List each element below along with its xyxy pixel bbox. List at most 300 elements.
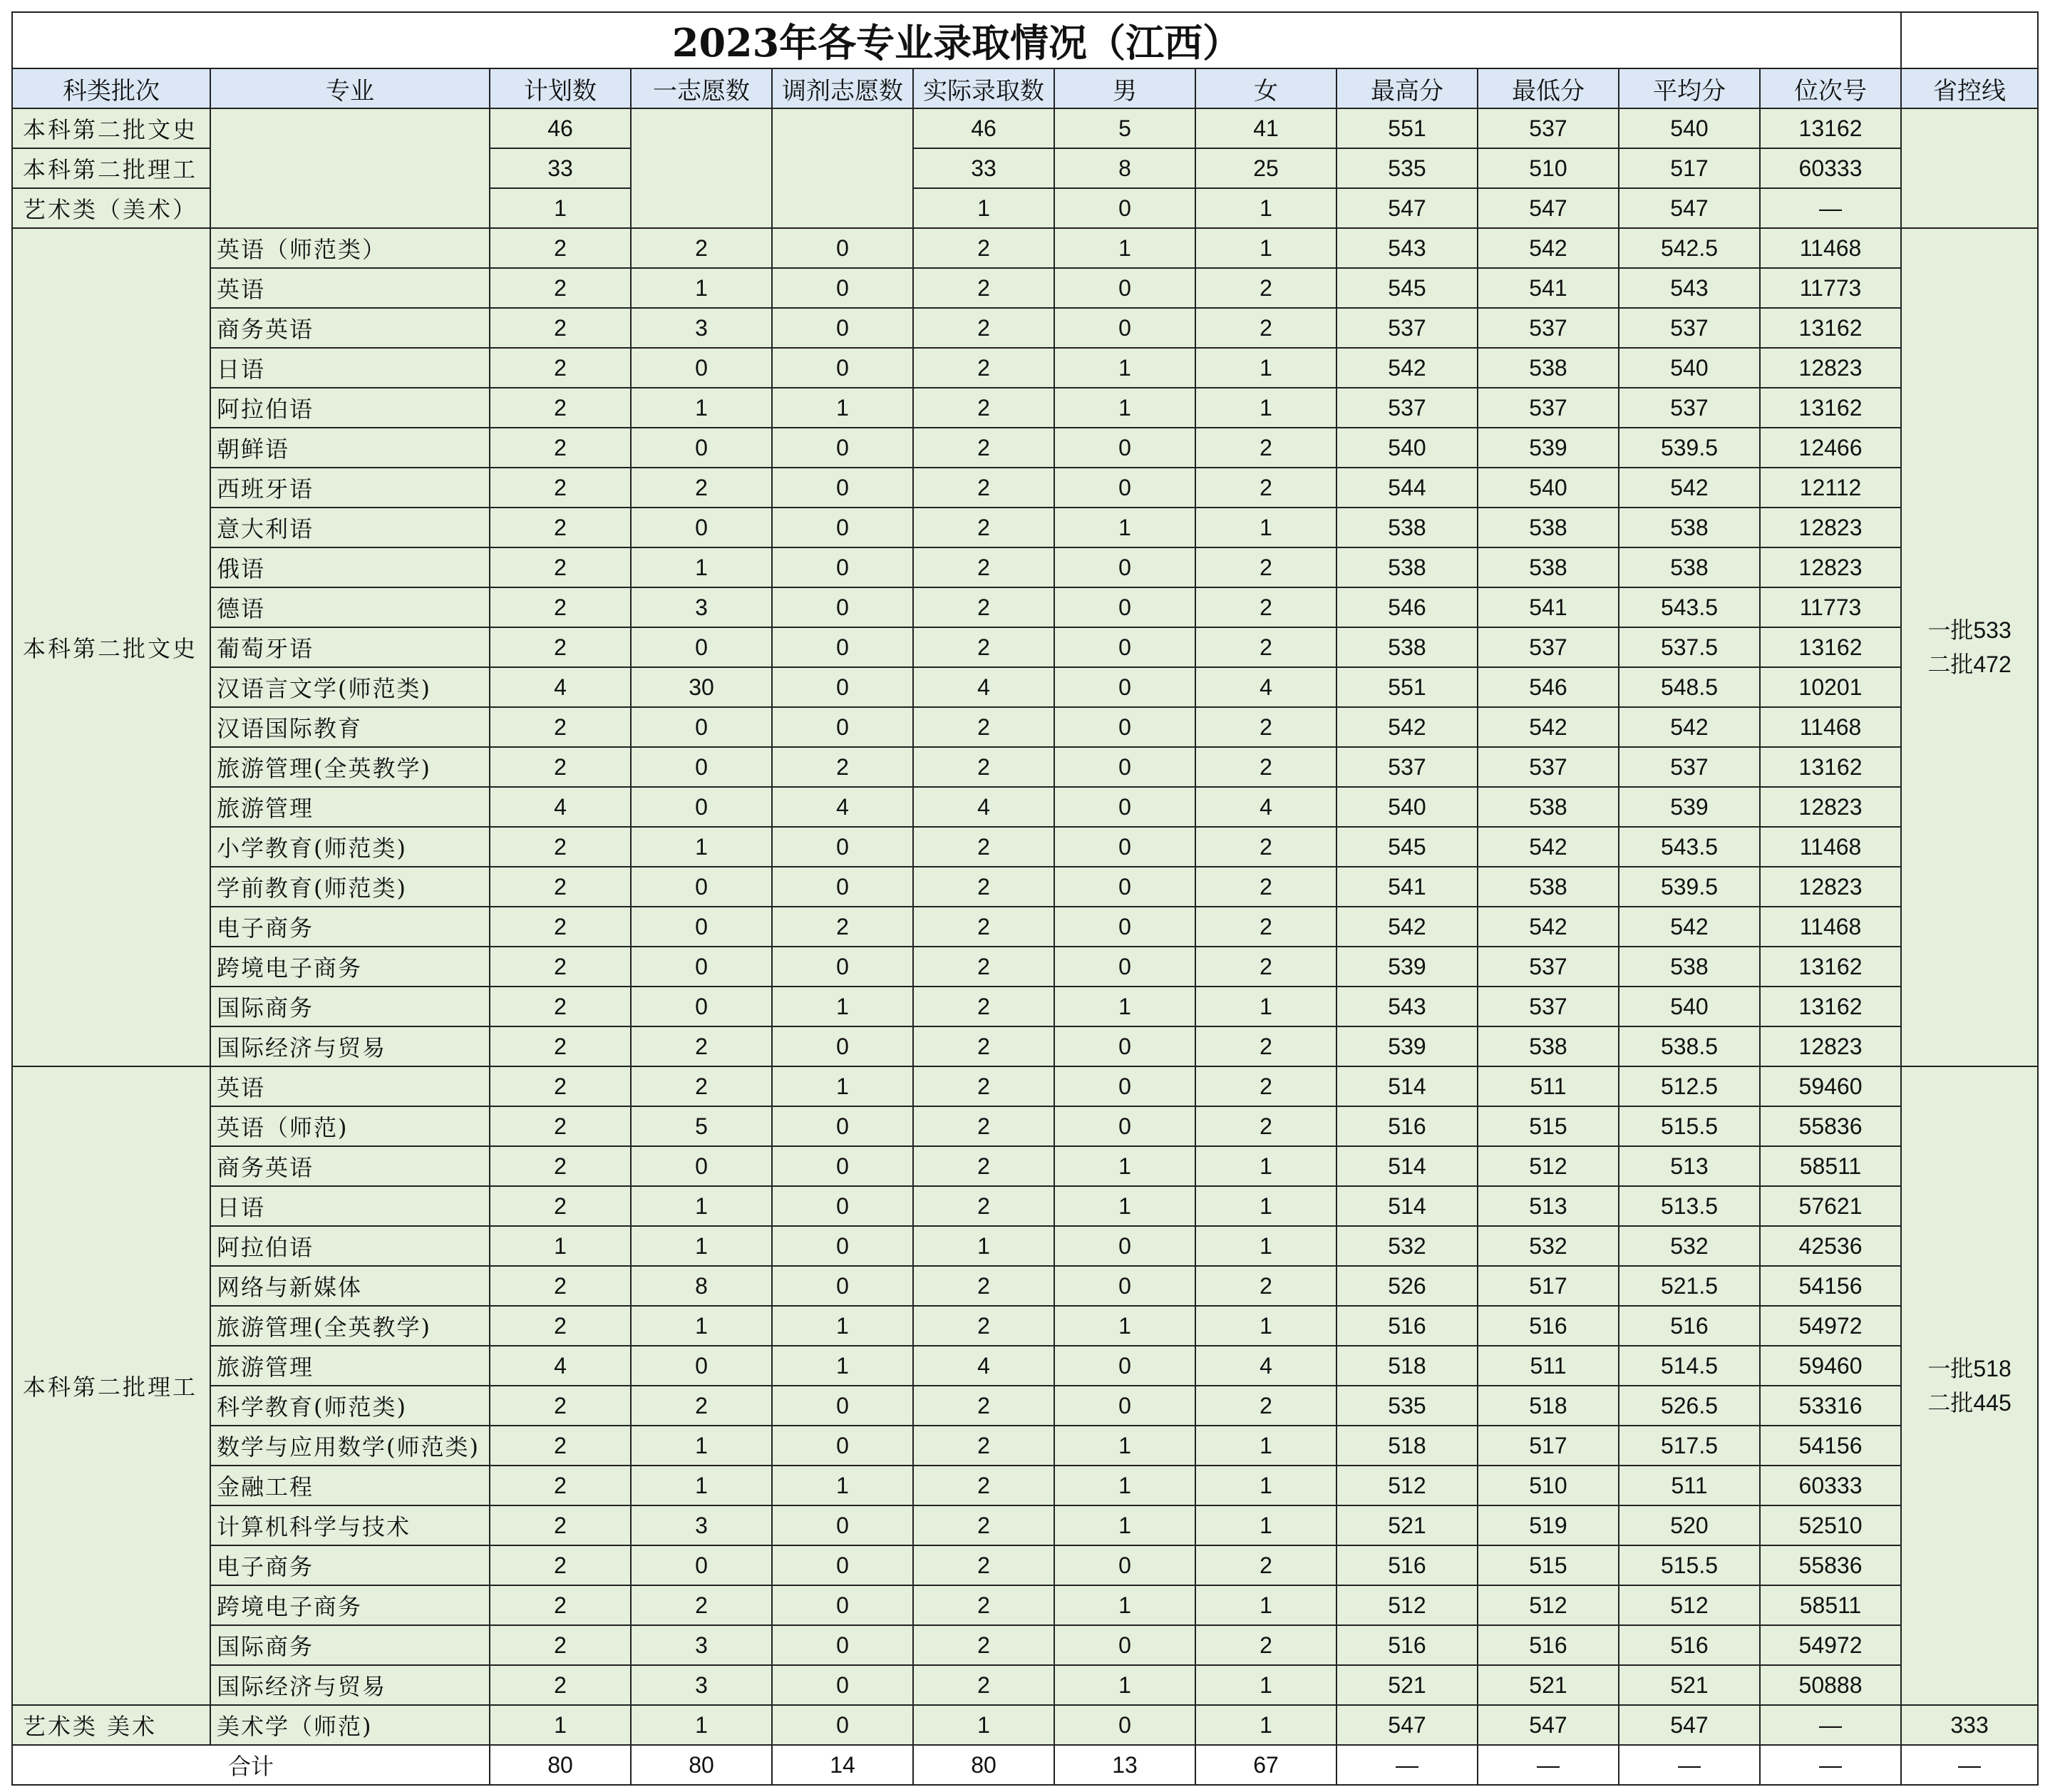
value-cell: 1	[1195, 1585, 1336, 1625]
value-cell: 12823	[1760, 547, 1901, 587]
value-cell: 0	[631, 987, 772, 1026]
major-cell: 旅游管理	[210, 1346, 490, 1386]
value-cell: 0	[631, 867, 772, 907]
value-cell: 1	[1195, 987, 1336, 1026]
value-cell: 0	[1054, 428, 1195, 468]
value-cell: 1	[1195, 1226, 1336, 1266]
total-cell: 14	[772, 1745, 913, 1785]
value-cell: 0	[772, 1226, 913, 1266]
value-cell: 2	[913, 747, 1054, 787]
value-cell: 2	[1195, 1026, 1336, 1066]
major-cell: 跨境电子商务	[210, 947, 490, 987]
value-cell: 514	[1336, 1146, 1478, 1186]
value-cell: 0	[1054, 1386, 1195, 1426]
plan-cell: 1	[490, 188, 631, 228]
column-header: 计划数	[490, 68, 631, 108]
value-cell: 12823	[1760, 867, 1901, 907]
table-row	[12, 1146, 2038, 1186]
value-cell: 542	[1478, 827, 1619, 867]
value-cell: 0	[631, 348, 772, 388]
value-cell: 541	[1478, 587, 1619, 627]
value-cell: 0	[631, 627, 772, 667]
value-cell: 0	[772, 947, 913, 987]
value-cell: 2	[913, 1186, 1054, 1226]
value-cell: 1	[772, 388, 913, 428]
value-cell: 2	[913, 1106, 1054, 1146]
table-row	[12, 1585, 2038, 1625]
value-cell: 518	[1336, 1346, 1478, 1386]
value-cell: 0	[631, 747, 772, 787]
table-row	[12, 827, 2038, 867]
male-cell: 5	[1054, 108, 1195, 148]
value-cell: 0	[772, 1386, 913, 1426]
value-cell: 2	[631, 1026, 772, 1066]
value-cell: 2	[913, 707, 1054, 747]
value-cell: 516	[1478, 1306, 1619, 1346]
actual-cell: 46	[913, 108, 1054, 148]
total-cell: 67	[1195, 1745, 1336, 1785]
value-cell: 1	[1195, 1426, 1336, 1466]
male-cell: 8	[1054, 148, 1195, 188]
value-cell: 0	[772, 707, 913, 747]
value-cell: 542	[1478, 907, 1619, 947]
value-cell: 516	[1478, 1625, 1619, 1665]
value-cell: 532	[1478, 1226, 1619, 1266]
value-cell: 2	[1195, 867, 1336, 907]
value-cell: 2	[913, 388, 1054, 428]
value-cell: 4	[913, 787, 1054, 827]
value-cell: 547	[1336, 1705, 1478, 1745]
value-cell: 0	[1054, 627, 1195, 667]
value-cell: 2	[1195, 587, 1336, 627]
value-cell: 12823	[1760, 348, 1901, 388]
value-cell: 58511	[1760, 1585, 1901, 1625]
value-cell: 2	[913, 627, 1054, 667]
value-cell: 0	[631, 947, 772, 987]
total-cell: —	[1901, 1745, 2038, 1785]
value-cell: 538	[1336, 508, 1478, 547]
value-cell: 537	[1478, 627, 1619, 667]
value-cell: 546	[1478, 667, 1619, 707]
value-cell: 0	[772, 1266, 913, 1306]
value-cell: 1	[772, 1346, 913, 1386]
value-cell: 0	[772, 1505, 913, 1545]
value-cell: 2	[913, 1026, 1054, 1066]
value-cell: 0	[1054, 1705, 1195, 1745]
value-cell: 2	[1195, 547, 1336, 587]
value-cell: 2	[1195, 1545, 1336, 1585]
value-cell: 2	[490, 1266, 631, 1306]
value-cell: 516	[1336, 1625, 1478, 1665]
value-cell: 0	[772, 1625, 913, 1665]
column-header: 专业	[210, 68, 490, 108]
value-cell: 542	[1619, 468, 1760, 508]
value-cell: 540	[1478, 468, 1619, 508]
major-cell: 旅游管理	[210, 787, 490, 827]
column-header: 最低分	[1478, 68, 1619, 108]
value-cell: 0	[1054, 907, 1195, 947]
value-cell: 0	[631, 428, 772, 468]
category-cell: 本科第二批理工	[12, 1066, 210, 1705]
value-cell: 2	[1195, 1106, 1336, 1146]
value-cell: 11468	[1760, 228, 1901, 268]
major-cell: 英语	[210, 1066, 490, 1106]
value-cell: 2	[1195, 627, 1336, 667]
avg-cell: 547	[1619, 188, 1760, 228]
value-cell: 2	[490, 468, 631, 508]
plan-cell: 33	[490, 148, 631, 188]
value-cell: 515	[1478, 1106, 1619, 1146]
value-cell: 537	[1478, 308, 1619, 348]
value-cell: 1	[1195, 388, 1336, 428]
value-cell: 1	[1054, 1146, 1195, 1186]
value-cell: 2	[490, 388, 631, 428]
value-cell: 543	[1336, 228, 1478, 268]
value-cell: 546	[1336, 587, 1478, 627]
value-cell: 0	[772, 1146, 913, 1186]
table-row	[12, 907, 2038, 947]
value-cell: 532	[1619, 1226, 1760, 1266]
value-cell: 2	[913, 1545, 1054, 1585]
control-line-cell: 一批518 二批445	[1901, 1066, 2038, 1705]
table-row	[12, 468, 2038, 508]
value-cell: 1	[1054, 1306, 1195, 1346]
major-cell: 汉语言文学(师范类)	[210, 667, 490, 707]
major-cell: 学前教育(师范类)	[210, 867, 490, 907]
value-cell: 2	[1195, 947, 1336, 987]
value-cell: 59460	[1760, 1066, 1901, 1106]
value-cell: 2	[490, 1585, 631, 1625]
total-cell: —	[1760, 1745, 1901, 1785]
value-cell: 543	[1336, 987, 1478, 1026]
min-cell: 510	[1478, 148, 1619, 188]
major-cell: 葡萄牙语	[210, 627, 490, 667]
male-cell: 0	[1054, 188, 1195, 228]
value-cell: 4	[772, 787, 913, 827]
value-cell: 547	[1478, 1705, 1619, 1745]
value-cell: 0	[772, 508, 913, 547]
value-cell: 2	[490, 1106, 631, 1146]
value-cell: 518	[1478, 1386, 1619, 1426]
value-cell: 2	[913, 468, 1054, 508]
value-cell: 1	[1195, 1705, 1336, 1745]
value-cell: 2	[913, 907, 1054, 947]
value-cell: 2	[913, 268, 1054, 308]
value-cell: 2	[490, 268, 631, 308]
value-cell: 542	[1336, 348, 1478, 388]
value-cell: 1	[1054, 1466, 1195, 1505]
value-cell: 0	[1054, 268, 1195, 308]
table-row	[12, 1426, 2038, 1466]
value-cell: 0	[772, 867, 913, 907]
value-cell: 3	[631, 587, 772, 627]
value-cell: 1	[631, 1186, 772, 1226]
value-cell: 2	[913, 827, 1054, 867]
rank-cell: 13162	[1760, 108, 1901, 148]
table-row	[12, 987, 2038, 1026]
value-cell: 1	[913, 1705, 1054, 1745]
table-row	[12, 667, 2038, 707]
value-cell: 2	[631, 228, 772, 268]
major-cell: 旅游管理(全英教学)	[210, 1306, 490, 1346]
value-cell: 542.5	[1619, 228, 1760, 268]
value-cell: 516	[1619, 1306, 1760, 1346]
value-cell: 518	[1336, 1426, 1478, 1466]
header-row	[12, 68, 2038, 108]
value-cell: 2	[631, 1066, 772, 1106]
total-cell: 80	[913, 1745, 1054, 1785]
table-row	[12, 508, 2038, 547]
value-cell: 11468	[1760, 707, 1901, 747]
value-cell: 538	[1336, 627, 1478, 667]
value-cell: 514	[1336, 1186, 1478, 1226]
value-cell: 0	[772, 308, 913, 348]
value-cell: 542	[1336, 907, 1478, 947]
value-cell: 2	[913, 1266, 1054, 1306]
major-cell: 朝鲜语	[210, 428, 490, 468]
value-cell: 1	[631, 268, 772, 308]
value-cell: 521	[1619, 1665, 1760, 1705]
table-row	[12, 1306, 2038, 1346]
value-cell: 2	[913, 1665, 1054, 1705]
value-cell: 1	[490, 1705, 631, 1745]
value-cell: 2	[913, 987, 1054, 1026]
major-cell: 国际经济与贸易	[210, 1665, 490, 1705]
value-cell: 2	[490, 308, 631, 348]
value-cell: 55836	[1760, 1106, 1901, 1146]
table-row	[12, 1346, 2038, 1386]
value-cell: 0	[1054, 547, 1195, 587]
value-cell: 0	[1054, 1545, 1195, 1585]
value-cell: 4	[1195, 1346, 1336, 1386]
value-cell: 58511	[1760, 1146, 1901, 1186]
value-cell: 11468	[1760, 827, 1901, 867]
table-row	[12, 867, 2038, 907]
major-cell: 日语	[210, 1186, 490, 1226]
value-cell: 2	[1195, 428, 1336, 468]
value-cell: 545	[1336, 268, 1478, 308]
rank-cell: 60333	[1760, 148, 1901, 188]
value-cell: 11468	[1760, 907, 1901, 947]
value-cell: 543.5	[1619, 827, 1760, 867]
value-cell: 1	[1054, 508, 1195, 547]
plan-cell: 46	[490, 108, 631, 148]
major-cell: 金融工程	[210, 1466, 490, 1505]
total-cell: 13	[1054, 1745, 1195, 1785]
value-cell: 513	[1478, 1186, 1619, 1226]
value-cell: 1	[631, 547, 772, 587]
value-cell: 11773	[1760, 587, 1901, 627]
value-cell: 0	[1054, 308, 1195, 348]
value-cell: 515.5	[1619, 1106, 1760, 1146]
value-cell: 2	[1195, 907, 1336, 947]
value-cell: 2	[490, 867, 631, 907]
value-cell: 1	[1054, 1585, 1195, 1625]
major-cell: 国际经济与贸易	[210, 1026, 490, 1066]
major-cell: 旅游管理(全英教学)	[210, 747, 490, 787]
value-cell: 538	[1478, 787, 1619, 827]
column-header: 最高分	[1336, 68, 1478, 108]
value-cell: 2	[913, 867, 1054, 907]
value-cell: 1	[1054, 987, 1195, 1026]
total-label: 合计	[12, 1745, 490, 1785]
value-cell: 1	[1054, 348, 1195, 388]
value-cell: 0	[772, 228, 913, 268]
major-cell: 商务英语	[210, 308, 490, 348]
value-cell: 1	[1054, 1426, 1195, 1466]
value-cell: 12823	[1760, 1026, 1901, 1066]
value-cell: 0	[772, 428, 913, 468]
value-cell: 54972	[1760, 1306, 1901, 1346]
major-cell: 汉语国际教育	[210, 707, 490, 747]
value-cell: 1	[772, 1066, 913, 1106]
major-cell: 德语	[210, 587, 490, 627]
value-cell: 2	[772, 747, 913, 787]
value-cell: 0	[1054, 747, 1195, 787]
value-cell: 0	[772, 627, 913, 667]
value-cell: 1	[1054, 1186, 1195, 1226]
value-cell: 3	[631, 308, 772, 348]
value-cell: 59460	[1760, 1346, 1901, 1386]
value-cell: 1	[490, 1226, 631, 1266]
value-cell: 0	[772, 348, 913, 388]
value-cell: 2	[913, 587, 1054, 627]
value-cell: 514	[1336, 1066, 1478, 1106]
value-cell: 2	[490, 987, 631, 1026]
value-cell: 2	[913, 1306, 1054, 1346]
value-cell: 2	[913, 348, 1054, 388]
value-cell: 539	[1478, 428, 1619, 468]
value-cell: 50888	[1760, 1665, 1901, 1705]
value-cell: 0	[631, 907, 772, 947]
major-cell: 跨境电子商务	[210, 1585, 490, 1625]
value-cell: 545	[1336, 827, 1478, 867]
blank-major-cell	[210, 108, 490, 228]
female-cell: 41	[1195, 108, 1336, 148]
table-row	[12, 947, 2038, 987]
value-cell: 2	[913, 1505, 1054, 1545]
value-cell: 2	[913, 1466, 1054, 1505]
value-cell: 521	[1336, 1505, 1478, 1545]
avg-cell: 517	[1619, 148, 1760, 188]
value-cell: 538	[1478, 1026, 1619, 1066]
value-cell: 512	[1619, 1585, 1760, 1625]
value-cell: 537.5	[1619, 627, 1760, 667]
value-cell: 2	[490, 1665, 631, 1705]
value-cell: 2	[1195, 707, 1336, 747]
column-header: 位次号	[1760, 68, 1901, 108]
major-cell: 阿拉伯语	[210, 1226, 490, 1266]
value-cell: 547	[1619, 1705, 1760, 1745]
value-cell: 0	[631, 508, 772, 547]
value-cell: 516	[1336, 1106, 1478, 1146]
value-cell: 1	[1195, 1306, 1336, 1346]
value-cell: 514.5	[1619, 1346, 1760, 1386]
value-cell: 0	[1054, 867, 1195, 907]
page-title: 2023年各专业录取情况（江西）	[12, 12, 1901, 68]
value-cell: 2	[490, 907, 631, 947]
column-header: 科类批次	[12, 68, 210, 108]
table-row	[12, 388, 2038, 428]
female-cell: 1	[1195, 188, 1336, 228]
major-cell: 国际商务	[210, 987, 490, 1026]
value-cell: 542	[1478, 228, 1619, 268]
value-cell: 538	[1336, 547, 1478, 587]
value-cell: 521	[1336, 1665, 1478, 1705]
value-cell: 2	[490, 1545, 631, 1585]
value-cell: 2	[490, 1306, 631, 1346]
value-cell: 1	[1054, 388, 1195, 428]
value-cell: 535	[1336, 1386, 1478, 1426]
major-cell: 俄语	[210, 547, 490, 587]
table-row	[12, 428, 2038, 468]
value-cell: 2	[1195, 468, 1336, 508]
value-cell: 13162	[1760, 308, 1901, 348]
value-cell: 1	[631, 1426, 772, 1466]
value-cell: 1	[1195, 1186, 1336, 1226]
title-blank-cell	[1901, 12, 2038, 68]
value-cell: 512	[1478, 1146, 1619, 1186]
major-cell: 电子商务	[210, 1545, 490, 1585]
table-row	[12, 1186, 2038, 1226]
art-row	[12, 1705, 2038, 1745]
value-cell: 2	[1195, 1266, 1336, 1306]
value-cell: 540	[1336, 787, 1478, 827]
value-cell: 54156	[1760, 1266, 1901, 1306]
category-cell: 本科第二批理工	[12, 148, 210, 188]
table-row	[12, 228, 2038, 268]
table-row	[12, 787, 2038, 827]
value-cell: 52510	[1760, 1505, 1901, 1545]
value-cell: 60333	[1760, 1466, 1901, 1505]
value-cell: 10201	[1760, 667, 1901, 707]
value-cell: 537	[1478, 987, 1619, 1026]
value-cell: 517.5	[1619, 1426, 1760, 1466]
value-cell: 13162	[1760, 747, 1901, 787]
value-cell: 13162	[1760, 627, 1901, 667]
value-cell: 1	[772, 987, 913, 1026]
value-cell: 541	[1336, 867, 1478, 907]
major-cell: 国际商务	[210, 1625, 490, 1665]
major-cell: 日语	[210, 348, 490, 388]
value-cell: 2	[913, 1426, 1054, 1466]
value-cell: 54156	[1760, 1426, 1901, 1466]
value-cell: 1	[631, 1466, 772, 1505]
value-cell: 53316	[1760, 1386, 1901, 1426]
blank-first-choice-cell	[631, 108, 772, 228]
table-row	[12, 707, 2038, 747]
total-cell: —	[1336, 1745, 1478, 1785]
major-cell: 英语	[210, 268, 490, 308]
major-cell: 电子商务	[210, 907, 490, 947]
value-cell: 544	[1336, 468, 1478, 508]
value-cell: 0	[631, 1545, 772, 1585]
value-cell: 13162	[1760, 947, 1901, 987]
column-header: 一志愿数	[631, 68, 772, 108]
value-cell: 519	[1478, 1505, 1619, 1545]
value-cell: 512.5	[1619, 1066, 1760, 1106]
value-cell: 0	[772, 1705, 913, 1745]
value-cell: 542	[1619, 907, 1760, 947]
value-cell: 517	[1478, 1266, 1619, 1306]
value-cell: 4	[1195, 787, 1336, 827]
value-cell: 2	[1195, 268, 1336, 308]
value-cell: 2	[631, 1386, 772, 1426]
value-cell: 1	[772, 1306, 913, 1346]
value-cell: 513.5	[1619, 1186, 1760, 1226]
value-cell: 1	[1195, 228, 1336, 268]
major-cell: 阿拉伯语	[210, 388, 490, 428]
